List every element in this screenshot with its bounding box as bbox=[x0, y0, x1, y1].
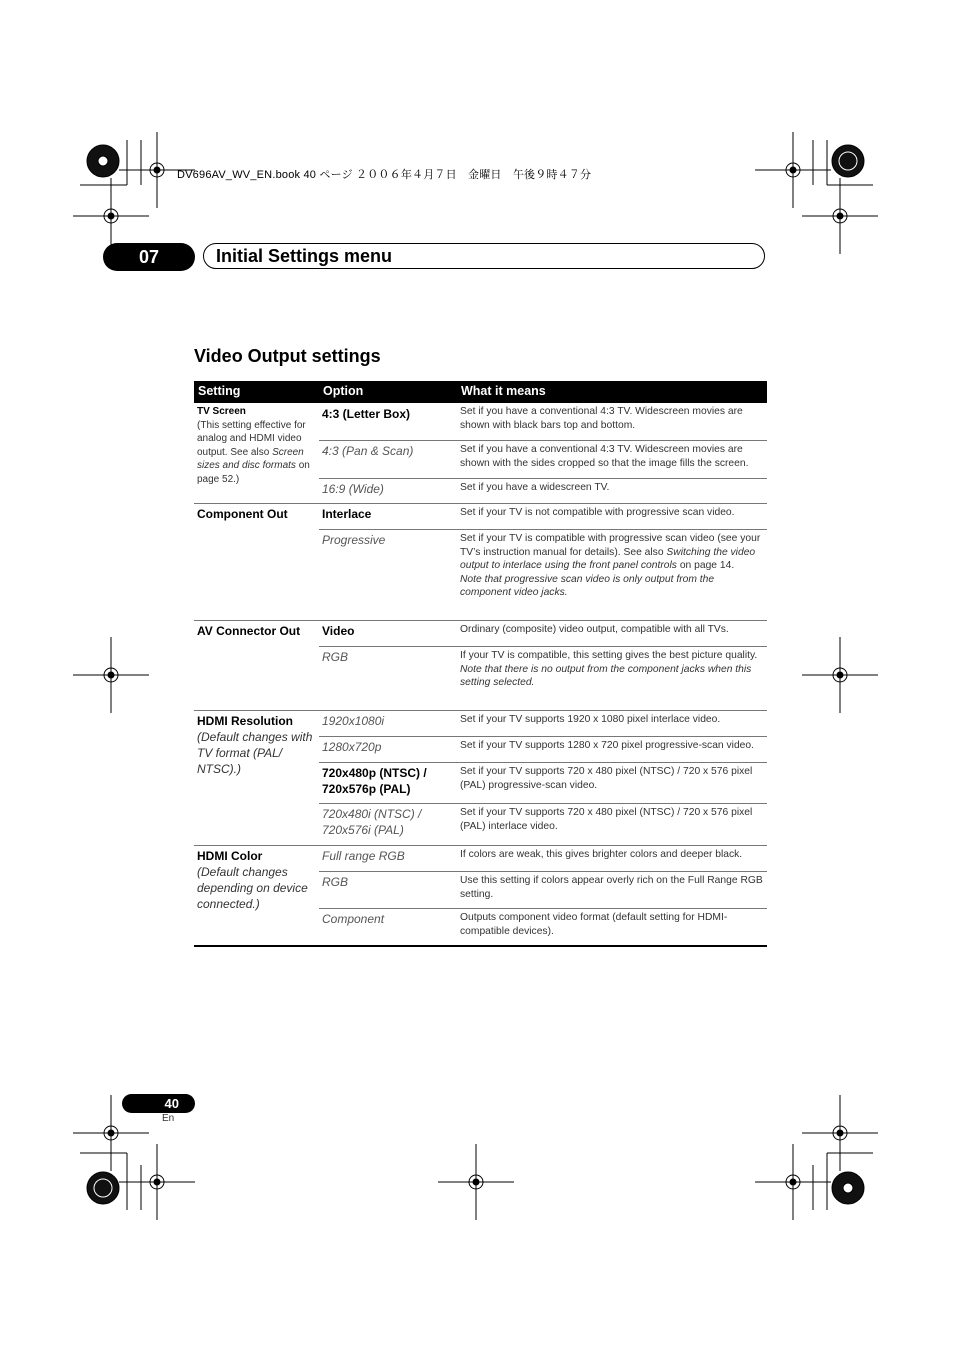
setting-name: HDMI Color bbox=[197, 849, 263, 863]
option-full-range-rgb: Full range RGB bbox=[322, 849, 405, 863]
section-title: Video Output settings bbox=[194, 346, 381, 366]
crosshair-icon bbox=[802, 1095, 878, 1171]
crosshair-icon bbox=[73, 637, 149, 713]
row-divider bbox=[319, 908, 767, 909]
option-pan-scan: 4:3 (Pan & Scan) bbox=[322, 444, 414, 458]
row-divider bbox=[319, 736, 767, 737]
setting-name: TV Screen bbox=[197, 406, 246, 417]
print-header: DV696AV_WV_EN.book 40 ページ ２００６年４月７日 金曜日 午後９時４７分 bbox=[177, 169, 592, 181]
description: Set if your TV supports 720 x 480 pixel (NTSC) / 720 x 576 pixel (PAL) interlace video. bbox=[460, 807, 753, 832]
header-setting: Setting bbox=[198, 384, 241, 398]
setting-hdmi-color bbox=[197, 848, 315, 912]
description-text: If your TV is compatible, this setting gives the best picture quality. bbox=[460, 650, 758, 661]
option-rgb: RGB bbox=[322, 875, 349, 889]
description-text: Set if your TV is compatible with progressive scan video (see your TV’s instruction manual for details). See also bbox=[460, 533, 761, 558]
description: Set if you have a widescreen TV. bbox=[460, 482, 610, 493]
header-what-it-means: What it means bbox=[461, 384, 546, 398]
starburst-icon bbox=[832, 145, 864, 177]
description-text: on page 14. bbox=[676, 560, 735, 572]
option-1280x720p: 1280x720p bbox=[322, 740, 382, 754]
option-720x480i: 720x480i (NTSC) / 720x576i (PAL) bbox=[322, 807, 422, 837]
description-note: Note that there is no output from the component jacks when this setting selected. bbox=[460, 663, 752, 689]
description bbox=[460, 649, 765, 690]
description: Set if your TV supports 1920 x 1080 pixel interlace video. bbox=[460, 714, 721, 725]
row-divider bbox=[319, 440, 767, 441]
group-divider bbox=[194, 845, 767, 846]
chapter-title: Initial Settings menu bbox=[216, 245, 393, 266]
option-letter-box: 4:3 (Letter Box) bbox=[322, 407, 411, 421]
crosshair-icon bbox=[119, 1144, 195, 1220]
row-divider bbox=[319, 803, 767, 804]
setting-note: on page 52.) bbox=[197, 460, 310, 485]
crosshair-icon bbox=[802, 637, 878, 713]
option-progressive: Progressive bbox=[322, 533, 386, 547]
option-interlace: Interlace bbox=[322, 507, 372, 521]
description: Ordinary (composite) video output, compatible with all TVs. bbox=[460, 624, 729, 635]
group-divider bbox=[194, 710, 767, 711]
description: Outputs component video format (default setting for HDMI-compatible devices). bbox=[460, 912, 728, 937]
row-divider bbox=[319, 646, 767, 647]
chapter-number: 07 bbox=[103, 243, 195, 271]
description: Set if you have a conventional 4:3 TV. Widescreen movies are shown with the sides cropped so that the image fills the screen. bbox=[460, 444, 749, 469]
language-label: En bbox=[162, 1113, 175, 1124]
option-720x480p: 720x480p (NTSC) / 720x576p (PAL) bbox=[322, 766, 427, 796]
row-divider bbox=[319, 529, 767, 530]
description: Set if your TV supports 1280 x 720 pixel progressive-scan video. bbox=[460, 740, 754, 751]
description: Set if your TV is not compatible with progressive scan video. bbox=[460, 507, 735, 518]
starburst-icon bbox=[87, 1172, 119, 1204]
crosshair-icon bbox=[755, 132, 831, 208]
option-wide: 16:9 (Wide) bbox=[322, 482, 384, 496]
cross-reference: Screen sizes and disc formats bbox=[197, 446, 304, 471]
description: Use this setting if colors appear overly rich on the Full Range RGB setting. bbox=[460, 875, 763, 900]
setting-note: (This setting effective for analog and HDMI video output. See also bbox=[197, 419, 306, 458]
setting-tv-screen bbox=[197, 405, 317, 486]
starburst-icon bbox=[87, 145, 119, 177]
crosshair-icon bbox=[438, 1144, 514, 1220]
setting-note: (Default changes depending on device connected.) bbox=[197, 865, 308, 911]
group-divider bbox=[194, 620, 767, 621]
description: Set if your TV supports 720 x 480 pixel (NTSC) / 720 x 576 pixel (PAL) progressive-scan video. bbox=[460, 766, 753, 791]
setting-hdmi-resolution bbox=[197, 713, 315, 777]
option-video: Video bbox=[322, 624, 355, 638]
starburst-icon bbox=[832, 1172, 864, 1204]
description: If colors are weak, this gives brighter colors and deeper black. bbox=[460, 849, 743, 860]
table-bottom-rule bbox=[194, 945, 767, 947]
row-divider bbox=[319, 871, 767, 872]
option-component: Component bbox=[322, 912, 385, 926]
setting-name: Component Out bbox=[197, 507, 288, 521]
crosshair-icon bbox=[802, 178, 878, 254]
header-option: Option bbox=[323, 384, 364, 398]
row-divider bbox=[319, 762, 767, 763]
description bbox=[460, 532, 765, 600]
table-header bbox=[194, 381, 767, 403]
row-divider bbox=[319, 478, 767, 479]
cross-reference: Switching the video output to interlace using the front panel controls bbox=[460, 546, 756, 572]
group-divider bbox=[194, 503, 767, 504]
setting-name: HDMI Resolution bbox=[197, 714, 293, 728]
chapter-header bbox=[203, 243, 765, 269]
setting-name: AV Connector Out bbox=[197, 624, 301, 638]
setting-av-connector-out bbox=[197, 623, 317, 639]
option-1920x1080i: 1920x1080i bbox=[322, 714, 385, 728]
option-rgb: RGB bbox=[322, 650, 349, 664]
description: Set if you have a conventional 4:3 TV. Widescreen movies are shown with black bars top and bottom. bbox=[460, 406, 743, 431]
page-number: 40 bbox=[122, 1094, 195, 1113]
crosshair-icon bbox=[755, 1144, 831, 1220]
setting-component-out bbox=[197, 506, 317, 522]
description-note: Note that progressive scan video is only output from the component video jacks. bbox=[460, 573, 715, 599]
setting-note: (Default changes with TV format (PAL/ NTSC).) bbox=[197, 730, 313, 776]
